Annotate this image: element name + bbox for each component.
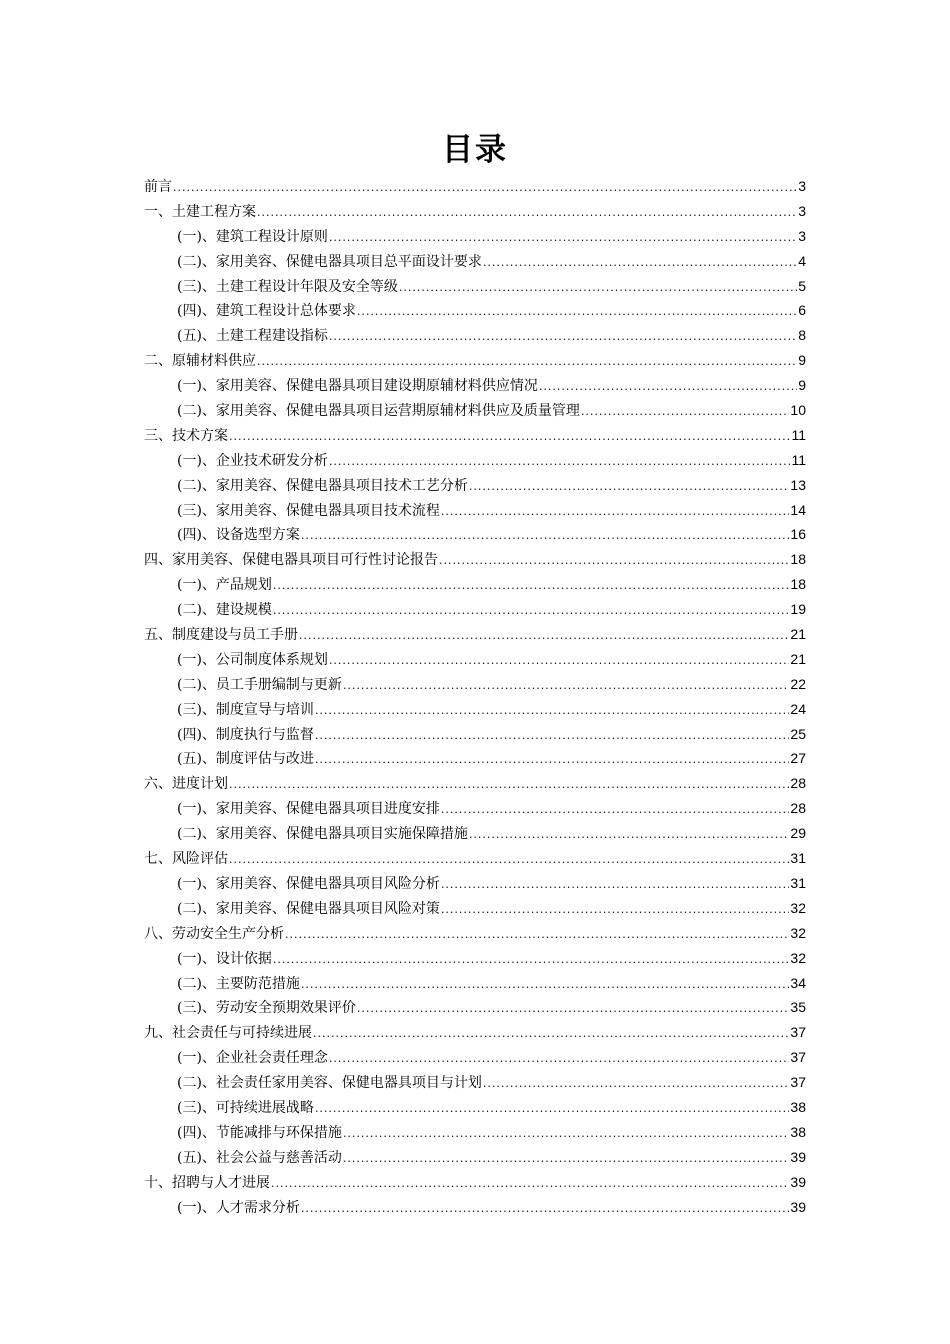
toc-entry-label: 二、原辅材料供应: [144, 353, 256, 370]
toc-page-number: 37: [790, 1074, 806, 1091]
toc-page-number: 21: [790, 626, 806, 643]
toc-entry-label: 九、社会责任与可持续进展: [144, 1025, 312, 1042]
toc-section-entry[interactable]: [144, 373, 806, 398]
toc-page-number: 3: [798, 178, 806, 194]
toc-page-number: 11: [791, 451, 806, 468]
toc-dot-leader: [483, 1072, 789, 1097]
toc-section-entry[interactable]: [144, 896, 806, 921]
toc-dot-leader: [329, 226, 797, 251]
toc-dot-leader: [315, 699, 789, 724]
toc-entry-label: (一)、家用美容、保健电器具项目建设期原辅材料供应情况: [177, 378, 538, 395]
toc-page-number: 14: [790, 501, 806, 518]
toc-dot-leader: [299, 624, 789, 649]
toc-chapter-entry[interactable]: [144, 1170, 806, 1195]
toc-page-number: 37: [790, 1049, 806, 1066]
toc-page-number: 28: [790, 800, 806, 817]
toc-dot-leader: [273, 599, 789, 624]
toc-entry-label: 六、进度计划: [144, 776, 228, 793]
toc-dot-leader: [329, 450, 791, 475]
toc-dot-leader: [271, 1172, 789, 1197]
toc-entry-label: (二)、员工手册编制与更新: [177, 676, 342, 693]
toc-page-number: 19: [790, 601, 806, 618]
toc-entry-label: (二)、社会责任家用美容、保健电器具项目与计划: [177, 1075, 482, 1092]
toc-page-number: 3: [798, 202, 806, 219]
toc-entry-label: 前言: [144, 179, 172, 195]
toc-entry-label: (三)、可持续进展战略: [177, 1099, 314, 1116]
toc-chapter-entry[interactable]: [144, 921, 806, 946]
toc-entry-label: (三)、土建工程设计年限及安全等级: [177, 278, 398, 295]
toc-chapter-entry[interactable]: [144, 174, 806, 199]
toc-section-entry[interactable]: [144, 323, 806, 348]
toc-title: 目录: [442, 132, 508, 168]
toc-section-entry[interactable]: [144, 1070, 806, 1095]
toc-section-entry[interactable]: [144, 522, 806, 547]
toc-dot-leader: [257, 350, 797, 375]
toc-section-entry[interactable]: [144, 398, 806, 423]
toc-dot-leader: [329, 325, 797, 350]
toc-section-entry[interactable]: [144, 572, 806, 597]
toc-entry-label: (二)、家用美容、保健电器具项目风险对策: [177, 900, 440, 917]
toc-entry-label: (二)、家用美容、保健电器具项目实施保障措施: [177, 826, 468, 843]
toc-page-number: 37: [790, 1024, 806, 1041]
toc-page-number: 39: [790, 1173, 806, 1190]
toc-section-entry[interactable]: [144, 1120, 806, 1145]
toc-dot-leader: [439, 549, 789, 574]
toc-page-number: 18: [790, 576, 806, 593]
toc-page-number: 18: [790, 551, 806, 568]
toc-section-entry[interactable]: [144, 298, 806, 323]
toc-section-entry[interactable]: [144, 1095, 806, 1120]
toc-entry-label: (四)、制度执行与监督: [177, 726, 314, 743]
toc-page-number: 8: [798, 327, 806, 344]
toc-page-number: 3: [798, 227, 806, 244]
toc-entry-label: (五)、社会公益与慈善活动: [177, 1149, 342, 1166]
toc-dot-leader: [273, 948, 789, 973]
toc-section-entry[interactable]: [144, 995, 806, 1020]
toc-list: [144, 174, 806, 1219]
toc-dot-leader: [229, 773, 789, 798]
toc-page-number: 11: [791, 426, 806, 443]
toc-entry-label: (五)、制度评估与改进: [177, 751, 314, 768]
toc-section-entry[interactable]: [144, 796, 806, 821]
toc-entry-label: (四)、节能减排与环保措施: [177, 1124, 342, 1141]
toc-entry-label: (二)、主要防范措施: [177, 975, 300, 992]
toc-page-number: 32: [790, 949, 806, 966]
toc-dot-leader: [469, 823, 789, 848]
toc-entry-label: (四)、建筑工程设计总体要求: [177, 303, 356, 320]
toc-section-entry[interactable]: [144, 498, 806, 523]
toc-entry-label: 五、制度建设与员工手册: [144, 627, 298, 644]
toc-page-number: 32: [790, 899, 806, 916]
toc-dot-leader: [315, 724, 789, 749]
toc-page-number: 13: [790, 476, 806, 493]
toc-page-number: 31: [790, 850, 806, 867]
toc-section-entry[interactable]: [144, 697, 806, 722]
toc-entry-label: (一)、企业社会责任理念: [177, 1050, 328, 1067]
toc-entry-label: (三)、制度宣导与培训: [177, 701, 314, 718]
toc-section-entry[interactable]: [144, 647, 806, 672]
toc-chapter-entry[interactable]: [144, 771, 806, 796]
toc-dot-leader: [329, 649, 789, 674]
toc-section-entry[interactable]: [144, 274, 806, 299]
toc-section-entry[interactable]: [144, 722, 806, 747]
toc-entry-label: (一)、家用美容、保健电器具项目进度安排: [177, 801, 440, 818]
toc-dot-leader: [441, 898, 789, 923]
toc-page-number: 21: [790, 650, 806, 667]
toc-entry-label: 三、技术方案: [144, 427, 228, 444]
toc-entry-label: (三)、家用美容、保健电器具项目技术流程: [177, 502, 440, 519]
toc-chapter-entry[interactable]: [144, 622, 806, 647]
toc-page-number: 39: [790, 1148, 806, 1165]
toc-dot-leader: [301, 524, 789, 549]
toc-section-entry[interactable]: [144, 821, 806, 846]
toc-dot-leader: [315, 1097, 789, 1122]
toc-entry-label: (一)、企业技术研发分析: [177, 452, 328, 469]
toc-entry-label: (二)、家用美容、保健电器具项目运营期原辅材料供应及质量管理: [177, 403, 580, 420]
toc-chapter-entry[interactable]: [144, 547, 806, 572]
toc-entry-label: (一)、家用美容、保健电器具项目风险分析: [177, 875, 440, 892]
toc-page-number: 22: [790, 675, 806, 692]
toc-dot-leader: [257, 201, 797, 226]
toc-dot-leader: [273, 574, 789, 599]
toc-section-entry[interactable]: [144, 448, 806, 473]
toc-dot-leader: [539, 375, 797, 400]
toc-dot-leader: [315, 748, 789, 773]
toc-dot-leader: [441, 500, 789, 525]
toc-dot-leader: [313, 1022, 789, 1047]
toc-page-number: 29: [790, 825, 806, 842]
toc-chapter-entry[interactable]: [144, 423, 806, 448]
toc-section-entry[interactable]: [144, 249, 806, 274]
toc-page-number: 34: [790, 974, 806, 991]
toc-page-number: 10: [790, 402, 806, 419]
toc-entry-label: (五)、土建工程建设指标: [177, 328, 328, 345]
toc-entry-label: 十、招聘与人才进展: [144, 1174, 270, 1191]
toc-page-number: 38: [790, 1098, 806, 1115]
toc-page-number: 25: [790, 725, 806, 742]
toc-entry-label: (一)、人才需求分析: [177, 1199, 300, 1216]
toc-entry-label: 七、风险评估: [144, 851, 228, 868]
toc-page-number: 9: [798, 352, 806, 369]
toc-entry-label: 八、劳动安全生产分析: [144, 925, 284, 942]
toc-page-number: 38: [790, 1123, 806, 1140]
toc-section-entry[interactable]: [144, 473, 806, 498]
toc-dot-leader: [343, 1147, 789, 1172]
toc-entry-label: 四、家用美容、保健电器具项目可行性讨论报告: [144, 552, 438, 569]
toc-dot-leader: [343, 674, 789, 699]
toc-entry-label: (二)、家用美容、保健电器具项目总平面设计要求: [177, 253, 482, 270]
toc-entry-label: (一)、公司制度体系规划: [177, 651, 328, 668]
toc-page-number: 9: [798, 377, 806, 394]
toc-entry-label: (二)、家用美容、保健电器具项目技术工艺分析: [177, 477, 468, 494]
toc-page-number: 4: [798, 252, 806, 269]
toc-page-number: 31: [790, 874, 806, 891]
toc-chapter-entry[interactable]: [144, 846, 806, 871]
toc-section-entry[interactable]: [144, 871, 806, 896]
toc-page-number: 16: [790, 526, 806, 543]
toc-page-number: 39: [790, 1198, 806, 1215]
toc-dot-leader: [301, 1197, 789, 1222]
toc-section-entry[interactable]: [144, 1195, 806, 1220]
toc-dot-leader: [441, 873, 789, 898]
toc-dot-leader: [357, 997, 789, 1022]
toc-dot-leader: [441, 798, 789, 823]
toc-section-entry[interactable]: [144, 946, 806, 971]
toc-dot-leader: [229, 425, 790, 450]
toc-chapter-entry[interactable]: [144, 348, 806, 373]
toc-section-entry[interactable]: [144, 597, 806, 622]
toc-page-number: 6: [798, 302, 806, 319]
toc-section-entry[interactable]: [144, 1145, 806, 1170]
toc-dot-leader: [399, 276, 797, 301]
toc-entry-label: (四)、设备选型方案: [177, 527, 300, 544]
toc-page-number: 32: [790, 924, 806, 941]
toc-chapter-entry[interactable]: [144, 1020, 806, 1045]
toc-page-number: 28: [790, 775, 806, 792]
toc-dot-leader: [173, 176, 797, 201]
toc-entry-label: (一)、设计依据: [177, 950, 272, 967]
toc-dot-leader: [301, 973, 789, 998]
toc-entry-label: (一)、产品规划: [177, 577, 272, 594]
toc-page-number: 24: [790, 700, 806, 717]
toc-entry-label: (一)、建筑工程设计原则: [177, 228, 328, 245]
toc-dot-leader: [343, 1122, 789, 1147]
toc-page-number: 35: [790, 999, 806, 1016]
toc-section-entry[interactable]: [144, 224, 806, 249]
toc-page-number: 5: [798, 277, 806, 294]
toc-dot-leader: [285, 923, 789, 948]
toc-entry-label: (二)、建设规模: [177, 602, 272, 619]
toc-section-entry[interactable]: [144, 672, 806, 697]
toc-dot-leader: [357, 300, 797, 325]
toc-dot-leader: [581, 400, 789, 425]
toc-entry-label: (三)、劳动安全预期效果评价: [177, 1000, 356, 1017]
toc-page-number: 27: [790, 750, 806, 767]
toc-dot-leader: [469, 475, 789, 500]
toc-section-entry[interactable]: [144, 746, 806, 771]
toc-entry-label: 一、土建工程方案: [144, 203, 256, 220]
toc-dot-leader: [329, 1047, 789, 1072]
toc-dot-leader: [229, 848, 789, 873]
toc-chapter-entry[interactable]: [144, 199, 806, 224]
toc-section-entry[interactable]: [144, 971, 806, 996]
toc-dot-leader: [483, 251, 797, 276]
toc-section-entry[interactable]: [144, 1045, 806, 1070]
